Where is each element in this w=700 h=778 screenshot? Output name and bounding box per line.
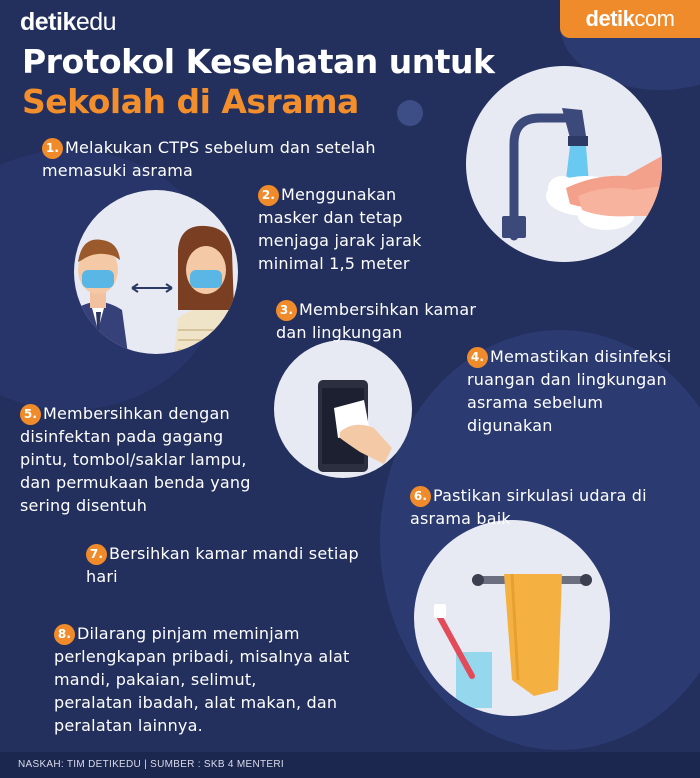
list-item-7: 7 . Bersihkan kamar mandi setiap hari	[86, 542, 386, 588]
hand-washing-icon	[466, 66, 662, 262]
list-item-4: 4 . Memastikan disinfeksi ruangan dan lingkungan asrama sebelum digunakan	[467, 345, 695, 437]
footer-credits: NASKAH: TIM DETIKEDU | SUMBER : SKB 4 MENTERI	[0, 752, 700, 778]
page-title-line2: Sekolah di Asrama	[22, 82, 359, 121]
page-title-line1: Protokol Kesehatan untuk	[22, 42, 495, 81]
list-item-1: 1 . Melakukan CTPS sebelum dan setelah memasuki asrama	[42, 136, 402, 182]
item-number-badge: 3 .	[276, 300, 297, 321]
item-number-badge: 5 .	[20, 404, 41, 425]
bg-dot	[397, 100, 423, 126]
item-number-badge: 1 .	[42, 138, 63, 159]
item-number-badge: 4 .	[467, 347, 488, 368]
list-item-5: 5 . Membersihkan dengan disinfektan pada gagang pintu, tombol/saklar lampu, dan permukaan benda yang sering disentuh	[20, 402, 280, 517]
list-item-6: 6 . Pastikan sirkulasi udara di asrama baik	[410, 484, 695, 530]
detikcom-logo: detik com	[560, 0, 700, 38]
list-item-3: 3 . Membersihkan kamar dan lingkungan	[276, 298, 496, 344]
masked-people-distance-icon	[74, 190, 238, 354]
item-number-badge: 2 .	[258, 185, 279, 206]
list-item-8: 8 . Dilarang pinjam meminjam perlengkapan pribadi, misalnya alat mandi, pakaian, selimut, peralatan ibadah, alat makan, dan peralatan lainnya.	[54, 622, 404, 737]
detikedu-logo: detikedu	[20, 8, 117, 36]
item-number-badge: 6 .	[410, 486, 431, 507]
list-item-2: 2 . Menggunakan masker dan tetap menjaga jarak jarak minimal 1,5 meter	[258, 183, 458, 275]
towel-toothbrush-icon	[414, 520, 610, 716]
item-number-badge: 8 .	[54, 624, 75, 645]
phone-wiping-icon	[274, 340, 412, 478]
item-number-badge: 7 .	[86, 544, 107, 565]
